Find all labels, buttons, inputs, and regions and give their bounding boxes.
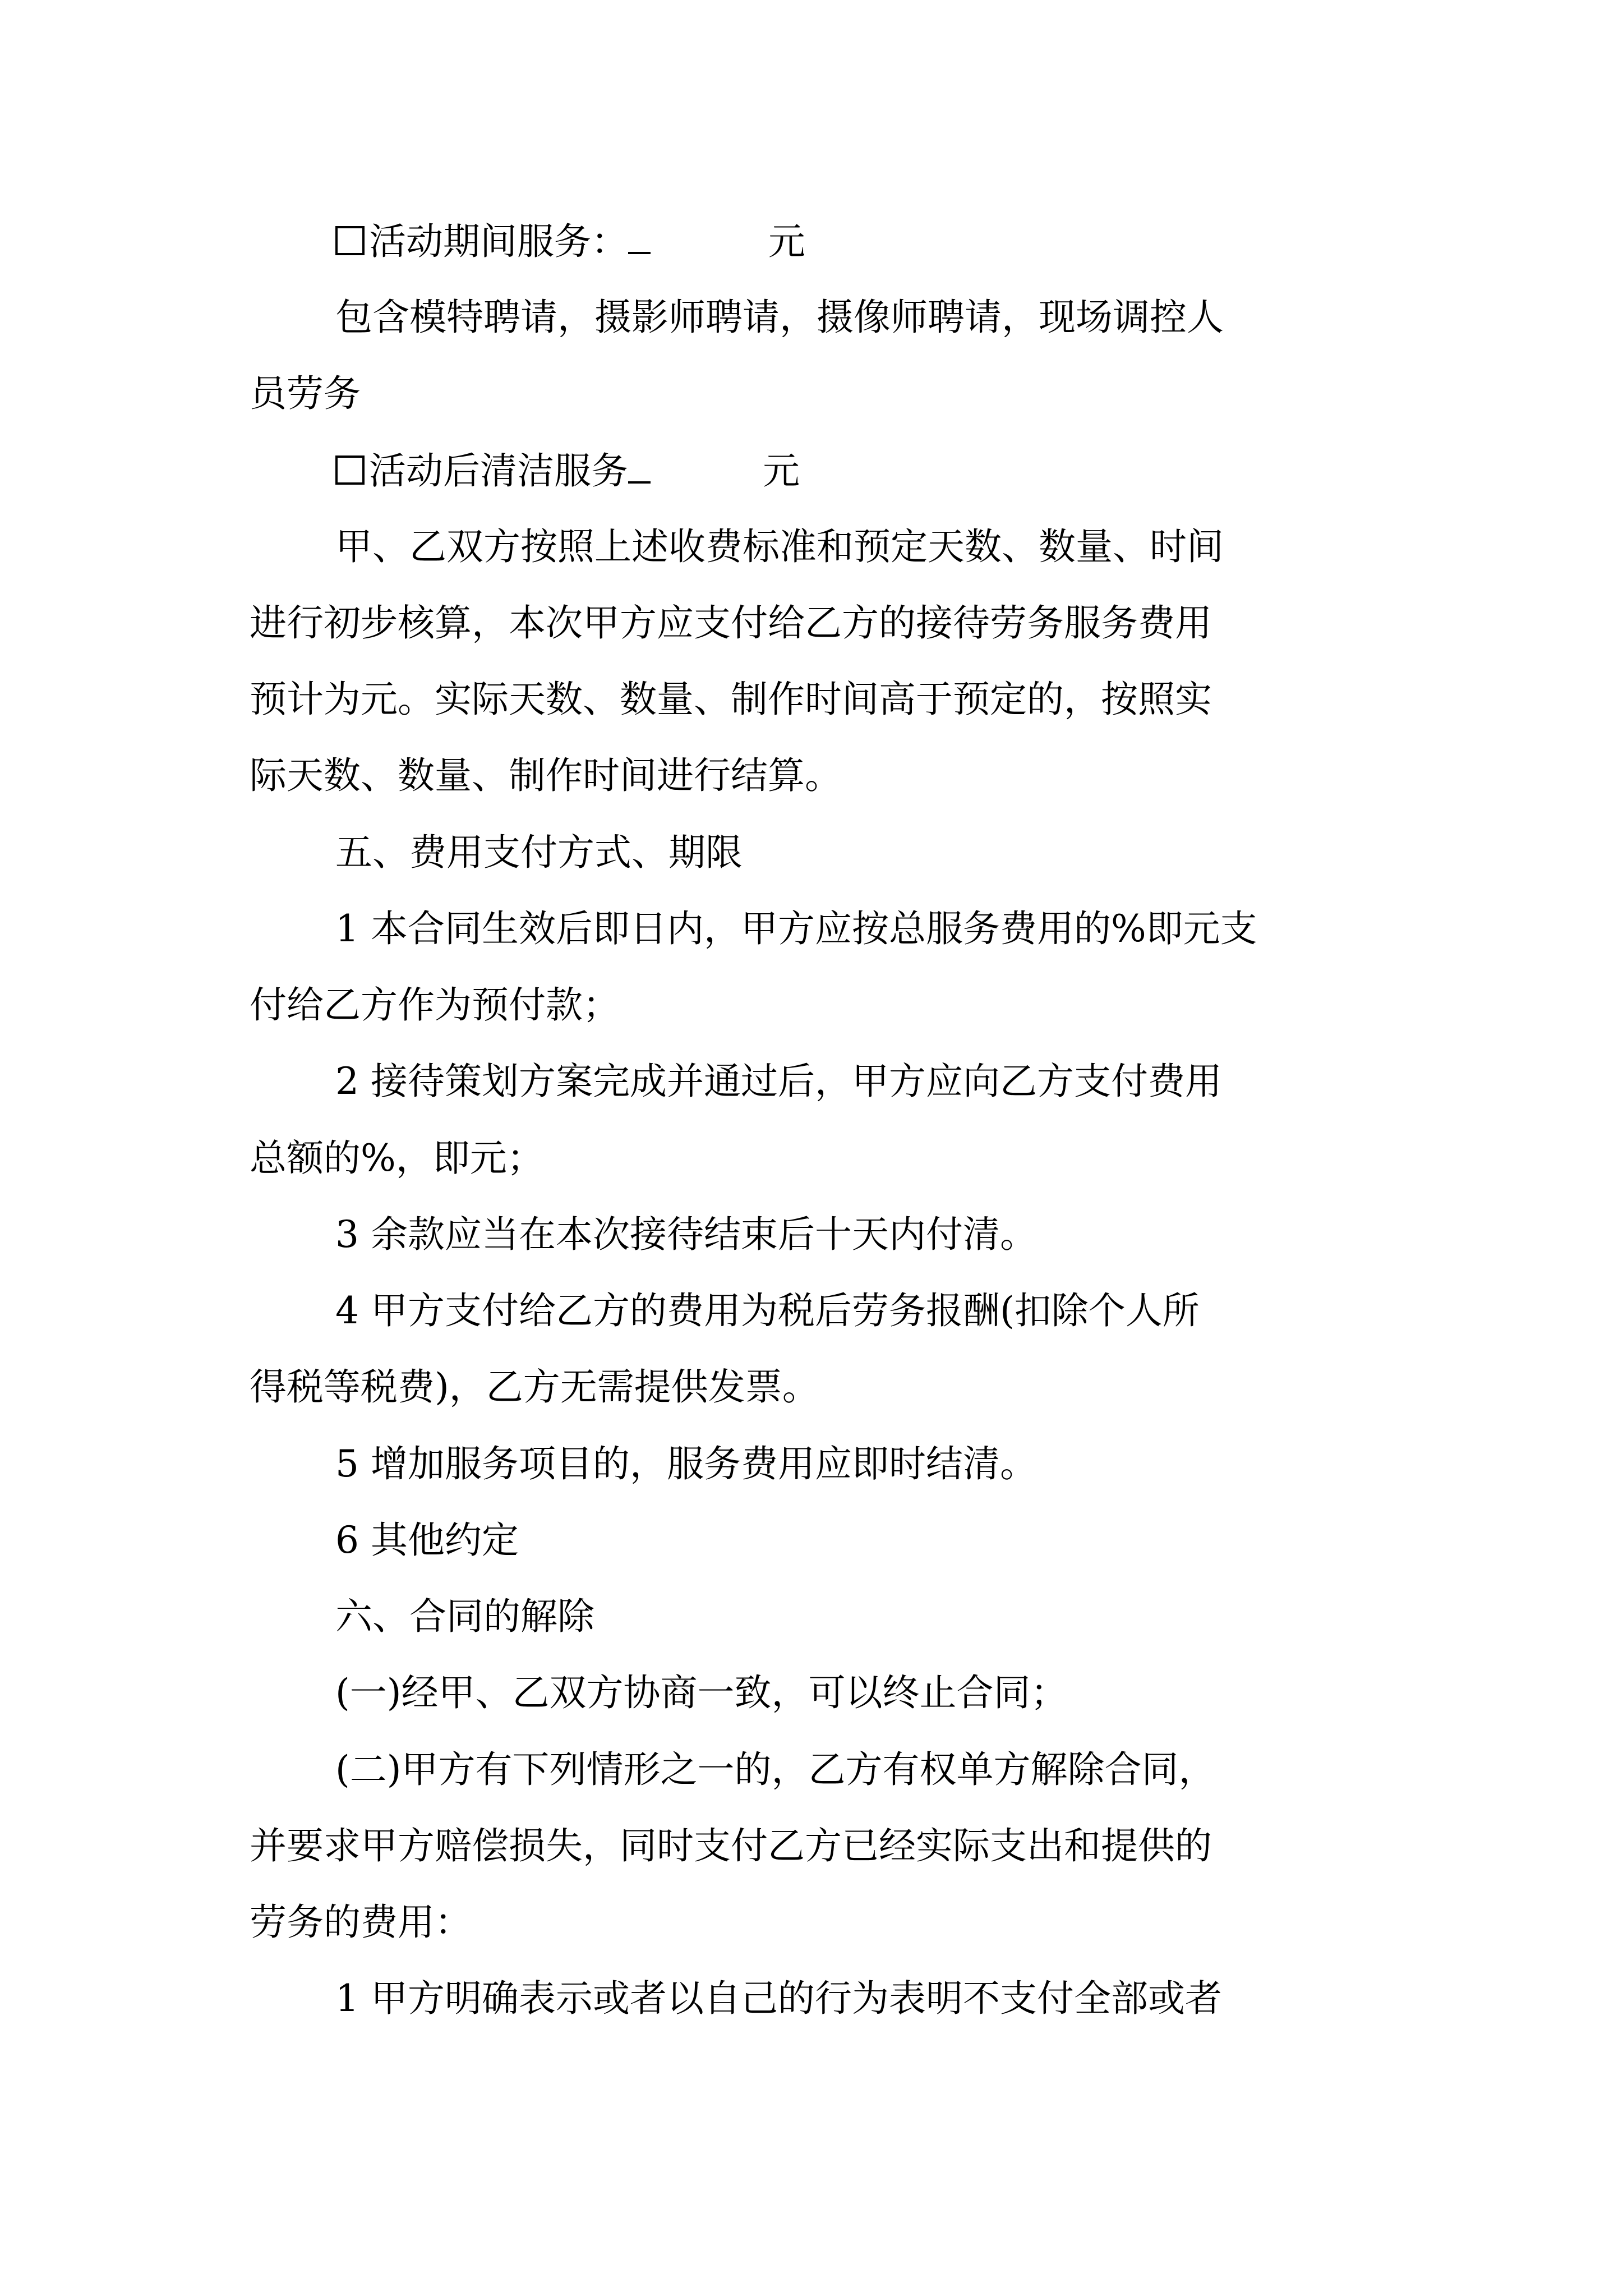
paragraph-line: 2 接待策划方案完成并通过后，甲方应向乙方支付费用 xyxy=(335,1060,1222,1103)
paragraph-line: 付给乙方作为预付款； xyxy=(250,983,620,1027)
paragraph-line: 总额的%，即元； xyxy=(250,1137,544,1180)
paragraph-line: (一)经甲、乙双方协商一致，可以终止合同； xyxy=(335,1671,1068,1714)
line-text: 活动期间服务： xyxy=(369,220,628,263)
checkbox[interactable] xyxy=(335,226,365,255)
paragraph-line: 4 甲方支付给乙方的费用为税后劳务报酬(扣除个人所 xyxy=(335,1289,1200,1332)
paragraph-line: 际天数、数量、制作时间进行结算。 xyxy=(250,754,842,797)
paragraph-line: (二)甲方有下列情形之一的，乙方有权单方解除合同， xyxy=(335,1748,1216,1791)
checkbox[interactable] xyxy=(335,455,365,485)
fill-blank xyxy=(628,452,651,484)
paragraph-line: 得税等税费)，乙方无需提供发票。 xyxy=(250,1365,819,1409)
checkbox-line-cleaning-service xyxy=(335,449,800,493)
paragraph-line: 6 其他约定 xyxy=(335,1519,519,1562)
line-text: 元 xyxy=(768,220,805,263)
line-text: 活动后清洁服务 xyxy=(369,449,628,493)
paragraph-line: 预计为元。实际天数、数量、制作时间高于预定的，按照实 xyxy=(250,678,1212,721)
checkbox-line-event-service xyxy=(335,220,805,263)
paragraph-line: 3 余款应当在本次接待结束后十天内付清。 xyxy=(335,1213,1037,1256)
paragraph-line: 甲、乙双方按照上述收费标准和预定天数、数量、时间 xyxy=(335,525,1224,568)
paragraph-line: 1 本合同生效后即日内，甲方应按总服务费用的%即元支 xyxy=(335,907,1257,950)
paragraph-line: 5 增加服务项目的，服务费用应即时结清。 xyxy=(335,1442,1037,1485)
paragraph-line: 1 甲方明确表示或者以自己的行为表明不支付全部或者 xyxy=(335,1977,1222,2020)
paragraph-line: 进行初步核算，本次甲方应支付给乙方的接待劳务服务费用 xyxy=(250,601,1212,645)
paragraph-line: 劳务的费用： xyxy=(250,1901,472,1944)
fill-blank xyxy=(628,223,651,254)
section-heading: 六、合同的解除 xyxy=(335,1595,594,1638)
paragraph-line: 包含模特聘请，摄影师聘请，摄像师聘请，现场调控人 xyxy=(335,296,1224,339)
paragraph-line: 并要求甲方赔偿损失，同时支付乙方已经实际支出和提供的 xyxy=(250,1824,1212,1867)
paragraph-line: 员劳务 xyxy=(250,372,361,415)
line-text: 元 xyxy=(763,449,800,493)
section-heading: 五、费用支付方式、期限 xyxy=(335,831,743,874)
